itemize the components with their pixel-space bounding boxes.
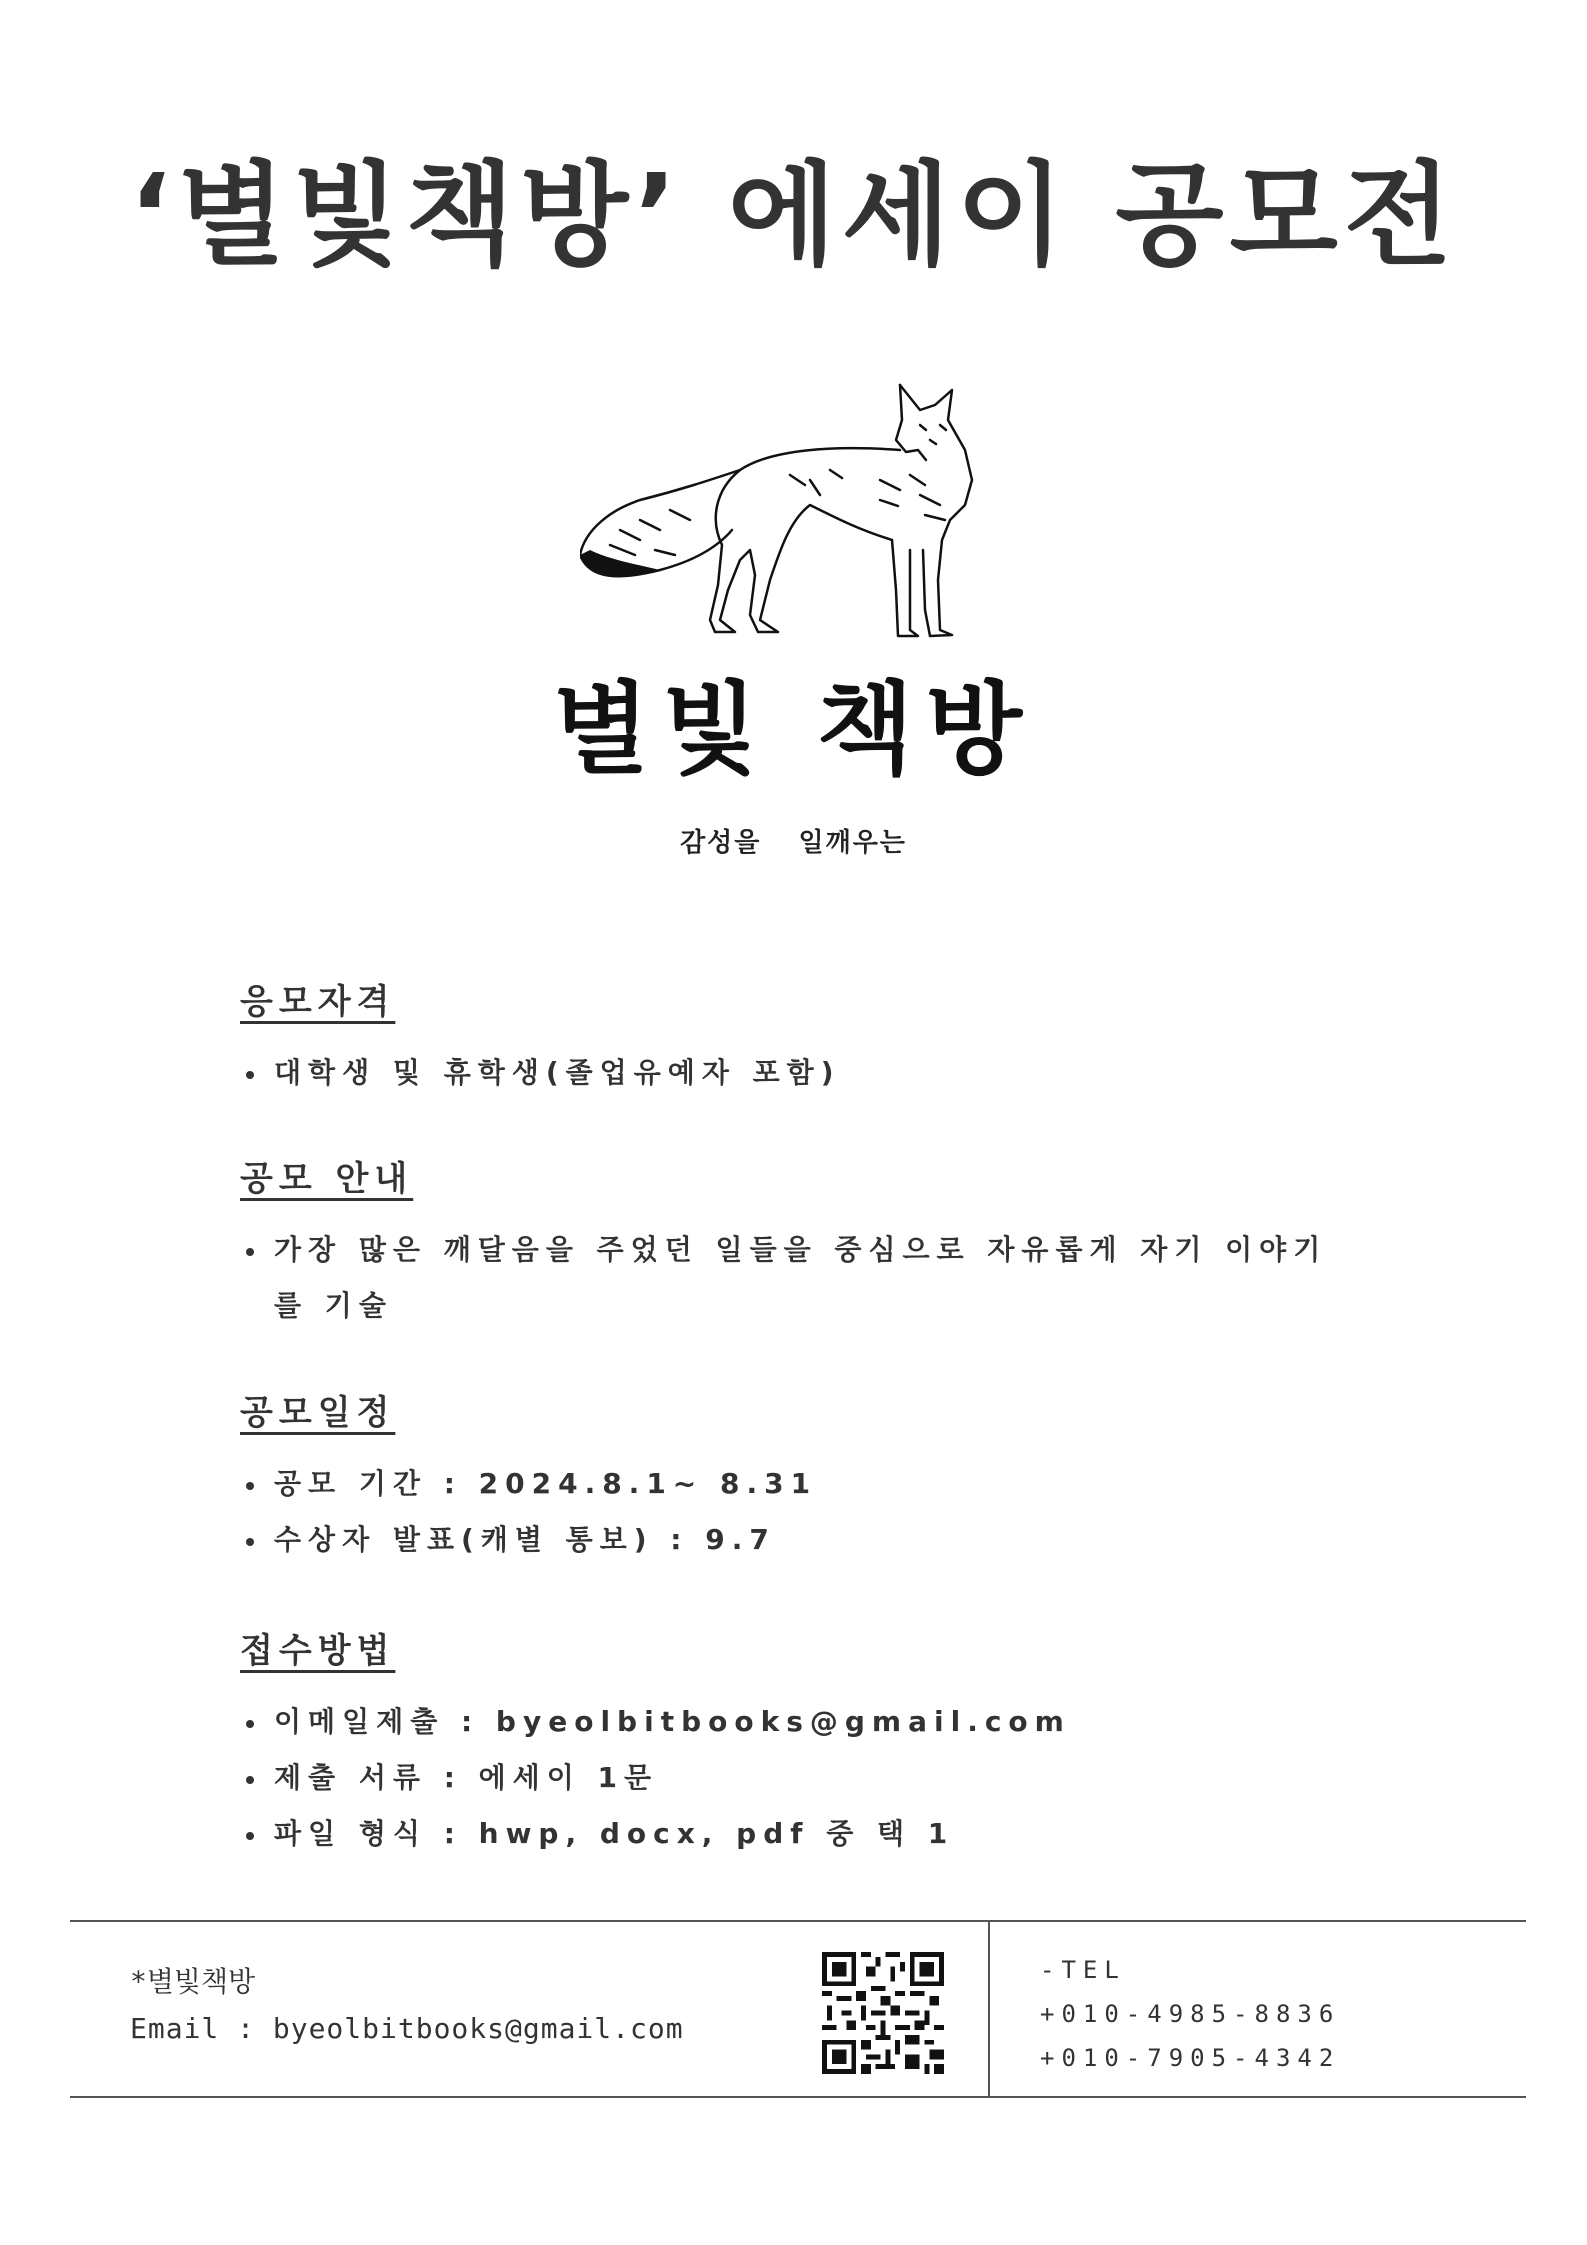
page-title: ‘별빛책방’ 에세이 공모전 (129, 151, 1458, 281)
section-submission (240, 1631, 1071, 1862)
footer-divider-top (70, 1920, 1526, 1922)
section-list (240, 1222, 1360, 1334)
footer-divider-bottom (70, 2096, 1526, 2098)
section-list (240, 1456, 817, 1568)
phone-number: +010-7905-4342 (1040, 2044, 1341, 2072)
logo-name: 별빛 책방 (552, 671, 1035, 788)
section-heading: 공모일정 (240, 1393, 396, 1433)
section-heading: 접수방법 (240, 1631, 396, 1671)
section-heading: 공모 안내 (240, 1159, 414, 1199)
section-list (240, 1045, 841, 1101)
footer-contact (1040, 1948, 1340, 2080)
list-item: 파일 형식 : hwp, docx, pdf 중 택 1 (240, 1806, 1071, 1862)
logo-tagline: 감성을 일깨우는 (680, 828, 907, 858)
list-item: 수상자 발표(캐별 통보) : 9.7 (240, 1512, 817, 1568)
section-heading: 응모자격 (240, 982, 396, 1022)
footer-brand: *별빛책방 (130, 1965, 256, 1998)
list-item: 이메일제출 : byeolbitbooks@gmail.com (240, 1694, 1071, 1750)
list-item: 공모 기간 : 2024.8.1~ 8.31 (240, 1456, 817, 1512)
section-eligibility (240, 982, 841, 1101)
fox-illustration (580, 380, 990, 640)
section-guide (240, 1159, 1360, 1334)
phone-number: +010-4985-8836 (1040, 2000, 1341, 2028)
list-item: 대학생 및 휴학생(졸업유예자 포함) (240, 1045, 841, 1101)
tel-label: -TEL (1040, 1956, 1126, 1984)
section-list (240, 1694, 1071, 1862)
list-item: 제출 서류 : 에세이 1문 (240, 1750, 1071, 1806)
qr-code-icon (822, 1952, 944, 2074)
footer-divider-vertical (988, 1920, 990, 2098)
footer-email: Email : byeolbitbooks@gmail.com (130, 2012, 684, 2045)
section-schedule (240, 1393, 818, 1568)
list-item: 가장 많은 깨달음을 주었던 일들을 중심으로 자유롭게 자기 이야기를 기술 (240, 1222, 1360, 1334)
